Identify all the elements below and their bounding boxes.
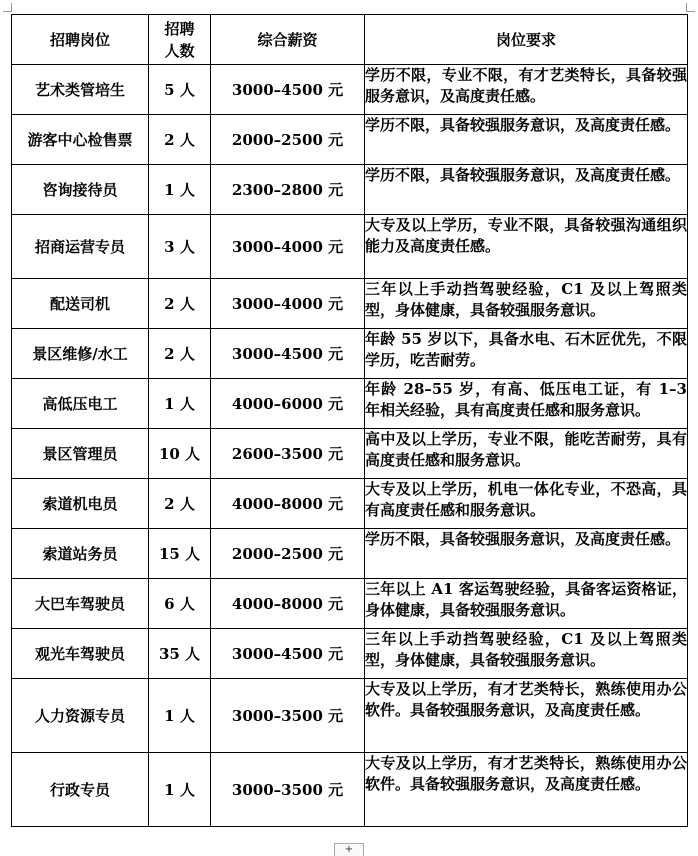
header-position: 招聘岗位 (12, 15, 149, 65)
table-row (12, 629, 688, 679)
cell-count: 2 人 (149, 115, 211, 165)
cell-position: 招商运营专员 (12, 215, 149, 279)
header-requirements: 岗位要求 (365, 15, 688, 65)
cell-requirements: 学历不限，专业不限，有才艺类特长，具备较强服务意识，及高度责任感。 (365, 65, 688, 115)
cell-requirements: 年龄 28–55 岁，有高、低压电工证，有 1–3 年相关经验，具有高度责任感和服务意识。 (365, 379, 688, 429)
cell-salary: 3000–4000 元 (211, 279, 365, 329)
cell-count: 1 人 (149, 379, 211, 429)
page-corner-mark-left (3, 3, 12, 12)
cell-salary: 2000–2500 元 (211, 115, 365, 165)
cell-position: 游客中心检售票 (12, 115, 149, 165)
cell-salary: 2300–2800 元 (211, 165, 365, 215)
cell-salary: 4000–8000 元 (211, 479, 365, 529)
cell-salary: 3000–4500 元 (211, 629, 365, 679)
table-row (12, 429, 688, 479)
cell-requirements: 学历不限，具备较强服务意识，及高度责任感。 (365, 115, 688, 165)
table-row (12, 679, 688, 753)
cell-position: 观光车驾驶员 (12, 629, 149, 679)
table-row (12, 165, 688, 215)
cell-position: 行政专员 (12, 753, 149, 827)
header-count-line1: 招聘 (164, 19, 195, 38)
cell-salary: 3000–3500 元 (211, 753, 365, 827)
cell-count: 15 人 (149, 529, 211, 579)
cell-position: 景区维修/水工 (12, 329, 149, 379)
cell-count: 1 人 (149, 753, 211, 827)
cell-requirements: 三年以上手动挡驾驶经验，C1 及以上驾照类型，身体健康，具备较强服务意识。 (365, 629, 688, 679)
table-row (12, 379, 688, 429)
cell-salary: 3000–3500 元 (211, 679, 365, 753)
table-row (12, 479, 688, 529)
cell-count: 2 人 (149, 329, 211, 379)
cell-salary: 3000–4000 元 (211, 215, 365, 279)
header-count (149, 15, 211, 65)
cell-requirements: 大专及以上学历，专业不限，具备较强沟通组织能力及高度责任感。 (365, 215, 688, 279)
cell-count: 2 人 (149, 279, 211, 329)
cell-salary: 4000–6000 元 (211, 379, 365, 429)
cell-count: 3 人 (149, 215, 211, 279)
cell-salary: 3000–4500 元 (211, 329, 365, 379)
header-salary: 综合薪资 (211, 15, 365, 65)
cell-position: 人力资源专员 (12, 679, 149, 753)
cell-count: 5 人 (149, 65, 211, 115)
cell-position: 索道站务员 (12, 529, 149, 579)
table-row (12, 753, 688, 827)
cell-requirements: 三年以上手动挡驾驶经验，C1 及以上驾照类型，身体健康，具备较强服务意识。 (365, 279, 688, 329)
cell-salary: 3000–4500 元 (211, 65, 365, 115)
cell-count: 1 人 (149, 679, 211, 753)
cell-count: 1 人 (149, 165, 211, 215)
cell-position: 大巴车驾驶员 (12, 579, 149, 629)
table-row (12, 279, 688, 329)
cell-requirements: 大专及以上学历，有才艺类特长，熟练使用办公软件。具备较强服务意识，及高度责任感。 (365, 679, 688, 753)
page-corner-mark-right (686, 3, 695, 12)
cell-position: 咨询接待员 (12, 165, 149, 215)
cell-salary: 4000–8000 元 (211, 579, 365, 629)
cell-count: 10 人 (149, 429, 211, 479)
cell-position: 艺术类管培生 (12, 65, 149, 115)
cell-position: 景区管理员 (12, 429, 149, 479)
table-row (12, 329, 688, 379)
cell-requirements: 学历不限，具备较强服务意识，及高度责任感。 (365, 165, 688, 215)
cell-requirements: 学历不限，具备较强服务意识，及高度责任感。 (365, 529, 688, 579)
cell-position: 配送司机 (12, 279, 149, 329)
cell-requirements: 大专及以上学历，机电一体化专业，不恐高，具有高度责任感和服务意识。 (365, 479, 688, 529)
table-row (12, 115, 688, 165)
recruitment-table (11, 14, 688, 827)
cell-requirements: 大专及以上学历，有才艺类特长，熟练使用办公软件。具备较强服务意识，及高度责任感。 (365, 753, 688, 827)
cell-count: 35 人 (149, 629, 211, 679)
cell-count: 6 人 (149, 579, 211, 629)
cell-requirements: 年龄 55 岁以下，具备水电、石木匠优先，不限学历，吃苦耐劳。 (365, 329, 688, 379)
table-row (12, 579, 688, 629)
cell-requirements: 高中及以上学历，专业不限，能吃苦耐劳，具有高度责任感和服务意识。 (365, 429, 688, 479)
cell-position: 索道机电员 (12, 479, 149, 529)
cell-requirements: 三年以上 A1 客运驾驶经验，具备客运资格证，身体健康，具备较强服务意识。 (365, 579, 688, 629)
header-row (12, 15, 688, 65)
table-row (12, 65, 688, 115)
cell-salary: 2600–3500 元 (211, 429, 365, 479)
cell-count: 2 人 (149, 479, 211, 529)
table-move-handle[interactable]: + (334, 843, 364, 856)
table-row (12, 215, 688, 279)
header-count-line2: 人数 (164, 41, 195, 60)
cell-position: 高低压电工 (12, 379, 149, 429)
table-row (12, 529, 688, 579)
cell-salary: 2000–2500 元 (211, 529, 365, 579)
